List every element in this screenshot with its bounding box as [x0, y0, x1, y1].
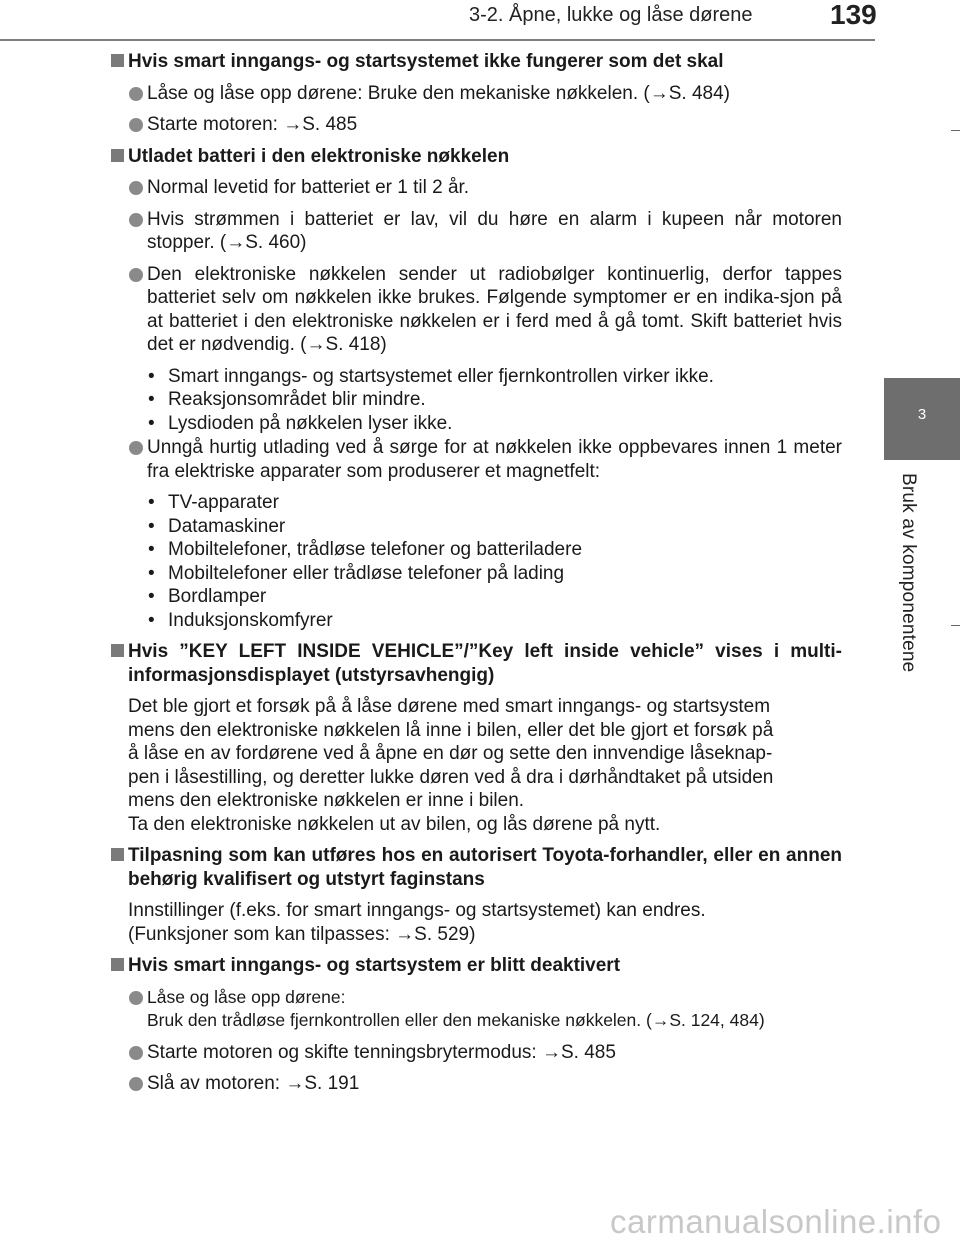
section-heading: Hvis ”KEY LEFT INSIDE VEHICLE”/”Key left inside vehicle” vises i multi-informasjonsdisplayet (utstyrsavhengig): [108, 640, 842, 687]
circle-bullet-icon: [129, 441, 143, 455]
device-item: • Mobiltelefoner, trådløse telefoner og batteriladere: [148, 538, 842, 562]
paragraph: [108, 899, 842, 946]
section-heading: Hvis smart inngangs- og startsystemet ikke fungerer som det skal: [108, 50, 842, 74]
circle-bullet-icon: [129, 181, 143, 195]
circle-bullet-icon: [129, 87, 143, 101]
section-smart-system-failure: [108, 50, 842, 137]
circle-bullet-icon: [129, 118, 143, 132]
symptom-list: [108, 365, 842, 436]
text-line: mens den elektroniske nøkkelen er inne i bilen.: [128, 790, 525, 811]
symptom-item: • Lysdioden på nøkkelen lyser ikke.: [148, 412, 842, 436]
list-item: Hvis strømmen i batteriet er lav, vil du høre en alarm i kupeen når motoren stopper. (→S. 460): [108, 208, 842, 255]
section-heading: Utladet batteri i den elektroniske nøkkelen: [108, 145, 842, 169]
device-item: • Mobiltelefoner eller trådløse telefoner på lading: [148, 562, 842, 586]
chapter-title: 3-2. Åpne, lukke og låse dørene: [469, 4, 753, 26]
symptom-item: • Reaksjonsområdet blir mindre.: [148, 388, 842, 412]
page-content: [108, 50, 842, 1104]
circle-bullet-icon: [129, 1046, 143, 1060]
device-item: • Bordlamper: [148, 585, 842, 609]
text-line: mens den elektroniske nøkkelen lå inne i bilen, eller det ble gjort et forsøk på: [128, 719, 774, 741]
section-customization: [108, 844, 842, 946]
list-item: Starte motoren: →S. 485: [108, 113, 842, 137]
device-item: • TV-apparater: [148, 491, 842, 515]
text-line: (Funksjoner som kan tilpasses: →S. 529): [128, 923, 476, 945]
text-line: å låse en av fordørene ved å åpne en dør og sette den innvendige låseknap-: [128, 743, 773, 764]
page-number: 139: [830, 0, 877, 30]
square-bullet-icon: [111, 958, 124, 971]
symptom-item: • Smart inngangs- og startsystemet eller fjernkontrollen virker ikke.: [148, 365, 842, 389]
section-key-left-inside: [108, 640, 842, 836]
list-item: Unngå hurtig utlading ved å sørge for at nøkkelen ikke oppbevares innen 1 meter fra elektriske apparater som produserer et magnetfelt:: [108, 436, 842, 483]
text-line: Innstillinger (f.eks. for smart inngangs- og startsystemet) kan endres.: [128, 900, 706, 921]
chapter-tab-label: Bruk av komponentene: [898, 473, 919, 673]
list-item: Den elektroniske nøkkelen sender ut radiobølger kontinuerlig, derfor tappes batteriet selv om nøkkelen ikke brukes. Følgende symptomer er en indika-sjon på at batteriet i den elektroniske nøkkelen er i ferd med å gå tomt. Skift batteriet hvis det er nødvendig. (→S. 418): [108, 263, 842, 357]
circle-bullet-icon: [129, 991, 143, 1005]
watermark: carmanualsonline.info: [610, 1203, 942, 1240]
list-item: Starte motoren og skifte tenningsbrytermodus: →S. 485: [108, 1041, 842, 1065]
list-item: Låse og låse opp dørene: Bruk den trådløse fjernkontrollen eller den mekaniske nøkkelen. (→S. 124, 484): [108, 986, 842, 1033]
list-item: Normal levetid for batteriet er 1 til 2 år.: [108, 176, 842, 200]
header-divider: [0, 39, 875, 41]
section-battery: [108, 145, 842, 633]
margin-tick: [951, 130, 960, 131]
device-list: [108, 491, 842, 632]
square-bullet-icon: [111, 848, 124, 861]
list-item: Låse og låse opp dørene: Bruke den mekaniske nøkkelen. (→S. 484): [108, 82, 842, 106]
chapter-tab-number: 3: [917, 406, 927, 423]
text-line: Ta den elektroniske nøkkelen ut av bilen, og lås dørene på nytt.: [128, 813, 661, 835]
section-heading: Hvis smart inngangs- og startsystem er blitt deaktivert: [108, 954, 842, 978]
square-bullet-icon: [111, 644, 124, 657]
device-item: • Datamaskiner: [148, 515, 842, 539]
paragraph: [108, 695, 842, 836]
square-bullet-icon: [111, 54, 124, 67]
margin-tick: [951, 625, 960, 626]
section-system-deactivated: [108, 954, 842, 1096]
square-bullet-icon: [111, 149, 124, 162]
circle-bullet-icon: [129, 213, 143, 227]
section-heading: Tilpasning som kan utføres hos en autorisert Toyota-forhandler, eller en annen behørig kvalifisert og utstyrt faginstans: [108, 844, 842, 891]
circle-bullet-icon: [129, 268, 143, 282]
device-item: • Induksjonskomfyrer: [148, 609, 842, 633]
text-line: Det ble gjort et forsøk på å låse dørene med smart inngangs- og startsystem: [128, 696, 771, 717]
circle-bullet-icon: [129, 1077, 143, 1091]
text-line: pen i låsestilling, og deretter lukke døren ved å dra i dørhåndtaket på utsiden: [128, 766, 774, 788]
list-item: Slå av motoren: →S. 191: [108, 1072, 842, 1096]
